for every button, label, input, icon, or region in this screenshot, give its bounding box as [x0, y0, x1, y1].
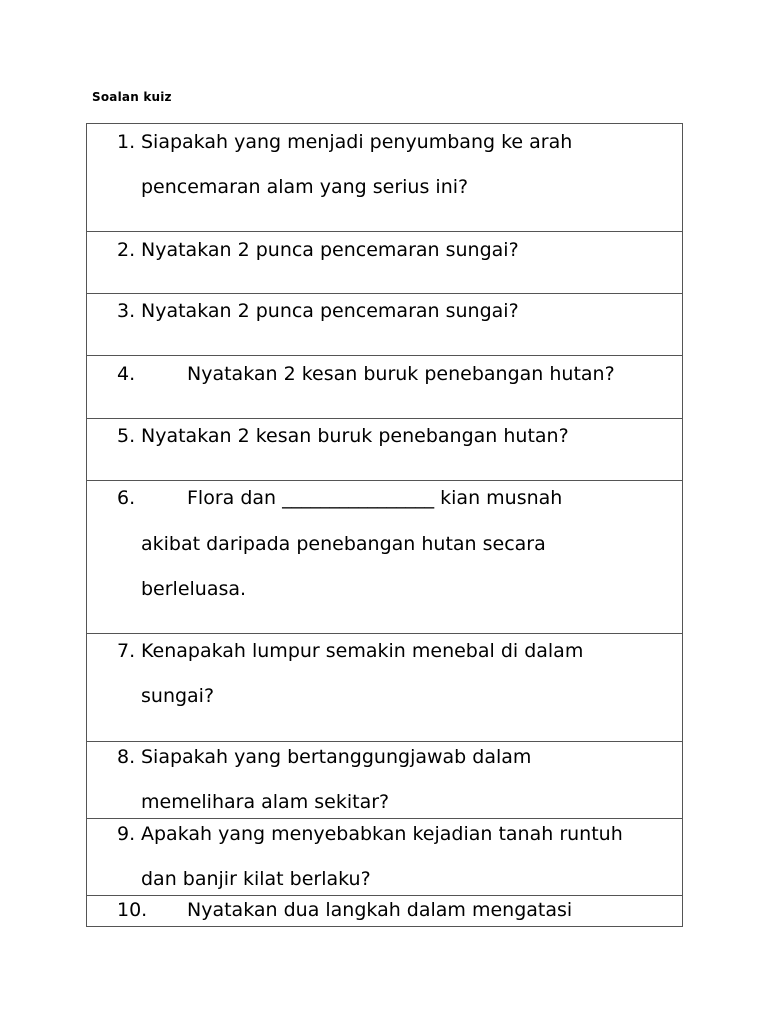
question-6-line-2: akibat daripada penebangan hutan secara — [141, 533, 546, 555]
table-row — [87, 819, 683, 896]
question-2-number: 2. — [117, 239, 136, 261]
question-9-line-2: dan banjir kilat berlaku? — [141, 868, 371, 890]
question-4-cell — [87, 356, 683, 419]
question-7-number: 7. — [117, 640, 136, 662]
table-row — [87, 634, 683, 742]
question-2-line-1: Nyatakan 2 punca pencemaran sungai? — [141, 239, 519, 261]
document-title: Soalan kuiz — [92, 90, 172, 104]
question-6-line-3: berleluasa. — [141, 578, 247, 600]
question-5-number: 5. — [117, 425, 136, 447]
table-row — [87, 742, 683, 819]
question-7-cell — [87, 634, 683, 742]
question-3-number: 3. — [117, 300, 136, 322]
table-row — [87, 481, 683, 634]
question-2-cell — [87, 232, 683, 294]
question-7-line-2: sungai? — [141, 685, 215, 707]
question-8-line-2: memelihara alam sekitar? — [141, 791, 390, 813]
question-5-cell — [87, 419, 683, 481]
question-1-cell — [87, 124, 683, 232]
question-1-line-1: Siapakah yang menjadi penyumbang ke arah — [141, 131, 573, 153]
question-8-line-1: Siapakah yang bertanggungjawab dalam — [141, 746, 532, 768]
question-3-line-1: Nyatakan 2 punca pencemaran sungai? — [141, 300, 519, 322]
table-row — [87, 419, 683, 481]
table-row — [87, 124, 683, 232]
table-row — [87, 232, 683, 294]
question-4-line-1: Nyatakan 2 kesan buruk penebangan hutan? — [187, 363, 615, 385]
table-row — [87, 294, 683, 356]
question-8-cell — [87, 742, 683, 819]
question-10-number: 10. — [117, 899, 148, 921]
question-1-line-2: pencemaran alam yang serius ini? — [141, 176, 469, 198]
question-10-line-1: Nyatakan dua langkah dalam mengatasi — [187, 899, 573, 921]
quiz-table — [86, 123, 683, 927]
question-1-number: 1. — [117, 131, 136, 153]
table-row — [87, 896, 683, 927]
question-9-number: 9. — [117, 823, 136, 845]
question-7-line-1: Kenapakah lumpur semakin menebal di dalam — [141, 640, 584, 662]
question-9-line-1: Apakah yang menyebabkan kejadian tanah runtuh — [141, 823, 623, 845]
question-8-number: 8. — [117, 746, 136, 768]
question-5-line-1: Nyatakan 2 kesan buruk penebangan hutan? — [141, 425, 569, 447]
question-6-cell — [87, 481, 683, 634]
question-6-line-1: Flora dan ________________ kian musnah — [187, 487, 563, 509]
table-row — [87, 356, 683, 419]
question-10-cell — [87, 896, 683, 927]
question-9-cell — [87, 819, 683, 896]
question-3-cell — [87, 294, 683, 356]
question-4-number: 4. — [117, 363, 136, 385]
question-6-number: 6. — [117, 487, 136, 509]
